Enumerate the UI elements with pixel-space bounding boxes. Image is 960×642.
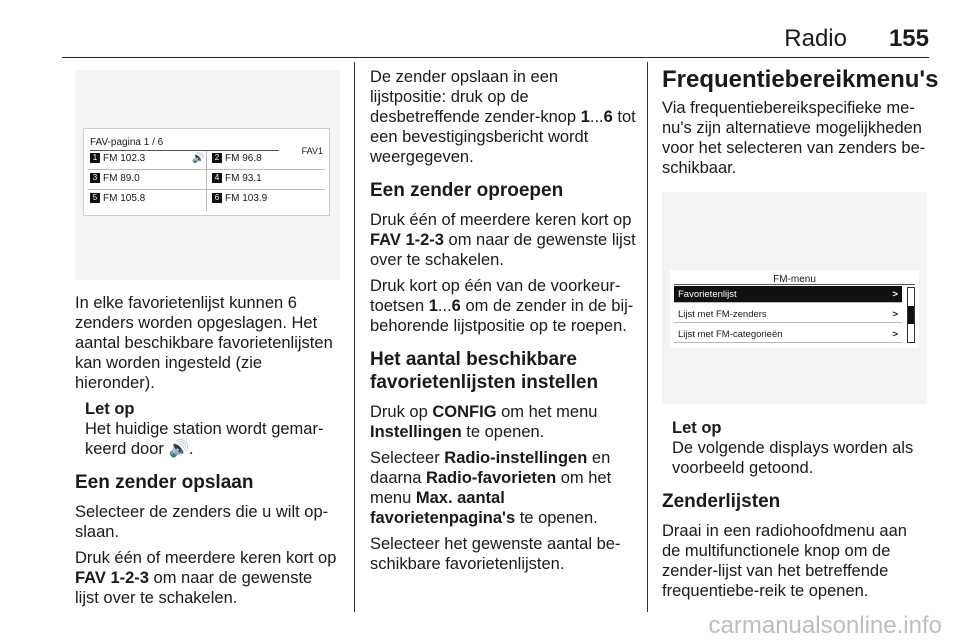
key-ref: 1 (580, 108, 590, 126)
text: ... (437, 297, 452, 315)
fm-menu-display (670, 270, 919, 348)
heading-call-station: Een zender oproepen (370, 180, 564, 201)
paragraph (370, 402, 638, 442)
text: Druk één of meerdere keren kort op (75, 549, 337, 567)
watermark: carmanualsonline.info (708, 612, 942, 639)
column-2 (370, 67, 638, 580)
preset-cell (90, 172, 140, 186)
button-ref: FAV 1-2-3 (370, 231, 444, 249)
text: Selecteer (370, 449, 445, 467)
note (75, 399, 340, 459)
fav-screen-illustration (75, 70, 340, 280)
preset-frequency: FM 93.1 (225, 173, 262, 184)
preset-frequency: FM 102.3 (103, 153, 146, 164)
header-rule (62, 57, 929, 58)
text: Druk op (370, 403, 433, 421)
menu-item-label: Lijst met FM-categorieën (678, 329, 783, 340)
text: om het menu (370, 469, 612, 507)
menu-ref: Radio-instellingen (444, 449, 588, 467)
preset-frequency: FM 89.0 (103, 173, 140, 184)
text: om naar de gewenste lijst over te schakelen. (370, 231, 636, 269)
section-title: Radio (784, 25, 847, 52)
scrollbar-thumb[interactable] (908, 306, 914, 324)
preset-number: 2 (212, 153, 222, 163)
text: ... (589, 108, 604, 126)
heading-save-station: Een zender opslaan (75, 472, 254, 493)
text: om de zender in de bij-behorende lijstpositie op te roepen. (370, 297, 634, 335)
button-ref: CONFIG (432, 403, 497, 421)
preset-number: 1 (90, 153, 100, 163)
preset-number: 5 (90, 193, 100, 203)
fav-tag: FAV1 (301, 146, 323, 156)
fm-menu-title: FM-menu (773, 274, 816, 285)
text: te openen. (461, 423, 545, 441)
paragraph (370, 448, 638, 528)
column-divider (647, 62, 648, 612)
menu-ref: Instellingen (370, 423, 462, 441)
button-ref: FAV 1-2-3 (75, 569, 149, 587)
key-ref: 1 (428, 297, 438, 315)
menu-item-fm-stations[interactable] (674, 306, 902, 323)
menu-item-favorites[interactable] (674, 286, 902, 303)
text: Druk één of meerdere keren kort op (370, 211, 632, 229)
preset-frequency: FM 96.8 (225, 153, 262, 164)
preset-cell (212, 172, 262, 186)
menu-item-fm-categories[interactable] (674, 326, 902, 343)
note (662, 418, 927, 478)
paragraph: In elke favorietenlijst kunnen 6 zenders worden opgeslagen. Het aantal beschikbare favorietenlijsten kan worden ingesteld (zie hieronder). (75, 294, 333, 392)
paragraph: Selecteer de zenders die u wilt op-slaan. (75, 503, 329, 541)
note-label: Let op (672, 419, 722, 437)
column-1 (75, 70, 340, 614)
cell-divider (206, 151, 207, 211)
paragraph: Via frequentiebereikspecifieke me-nu's zijn alternatieve mogelijkheden voor het selecteren van zenders be-schikbaar. (662, 99, 926, 177)
preset-number: 3 (90, 173, 100, 183)
fm-menu-illustration (662, 192, 927, 404)
preset-cell (212, 152, 262, 166)
menu-item-label: Favorietenlijst (678, 289, 737, 300)
heading-band-menus: Frequentiebereikmenu's (662, 66, 939, 93)
preset-cell (90, 192, 145, 206)
fav-title-rule (90, 150, 279, 151)
text: te openen. (515, 509, 598, 527)
paragraph (370, 67, 638, 167)
page-number: 155 (888, 25, 929, 52)
paragraph: Selecteer het gewenste aantal be-schikbare favorietenlijsten. (370, 535, 621, 573)
key-ref: 6 (451, 297, 461, 315)
preset-frequency: FM 103.9 (225, 193, 268, 204)
fav-display (83, 128, 330, 216)
menu-item-label: Lijst met FM-zenders (678, 309, 767, 320)
preset-number: 6 (212, 193, 222, 203)
preset-number: 4 (212, 173, 222, 183)
menu-ref: Radio-favorieten (425, 469, 557, 487)
preset-frequency: FM 105.8 (103, 193, 146, 204)
speaker-icon: 🔊 (192, 153, 205, 164)
key-ref: 6 (603, 108, 613, 126)
text: om het menu (496, 403, 598, 421)
paragraph (75, 548, 340, 608)
page-header (62, 0, 929, 58)
fav-title: FAV-pagina 1 / 6 (90, 137, 164, 148)
note-label: Let op (85, 400, 135, 418)
text: en daarna (370, 449, 611, 487)
text: De zender opslaan in een lijstpositie: druk op de desbetreffende zender-knop (370, 68, 581, 126)
text: om naar de gewenste lijst over te schakelen. (75, 569, 313, 607)
chevron-right-icon: > (892, 329, 898, 340)
text: Druk kort op één van de voorkeur-toetsen (370, 277, 621, 315)
paragraph (370, 210, 638, 270)
paragraph: Draai in een radiohoofdmenu aan de multifunctionele knop om de zender-lijst van het betreffende frequentiebe-reik te openen. (662, 522, 907, 600)
heading-station-lists: Zenderlijsten (662, 491, 781, 512)
chevron-right-icon: > (892, 309, 898, 320)
note-text: Het huidige station wordt gemar-keerd door 🔊. (85, 420, 324, 458)
scrollbar[interactable] (907, 287, 915, 343)
text: tot een bevestigingsbericht wordt weergegeven. (370, 108, 636, 166)
column-divider (354, 62, 355, 612)
fm-title-rule (674, 284, 915, 285)
preset-cell (90, 152, 145, 166)
column-3 (662, 66, 939, 607)
menu-ref: Max. aantal favorietenpagina's (370, 489, 516, 527)
paragraph (370, 276, 638, 336)
chevron-right-icon: > (892, 289, 898, 300)
preset-cell (212, 192, 267, 206)
note-text: De volgende displays worden als voorbeeld getoond. (672, 439, 914, 477)
heading-favorites-count: Het aantal beschikbare favorietenlijsten instellen (370, 349, 599, 393)
